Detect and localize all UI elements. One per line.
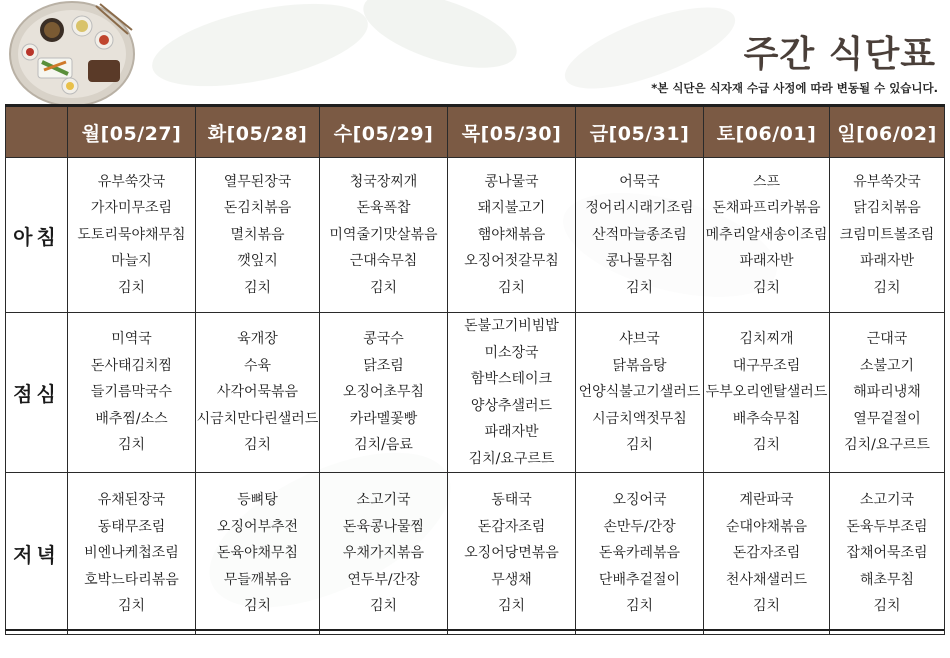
dish-item: 멸치볶음 xyxy=(230,226,285,243)
dish-item: 스프 xyxy=(752,173,781,190)
menu-cell xyxy=(830,313,945,473)
day-header: 수[05/29] xyxy=(320,106,448,158)
dish-item: 언양식불고기샐러드 xyxy=(578,384,701,401)
dish-item: 오징어부추전 xyxy=(216,518,299,535)
day-header: 화[05/28] xyxy=(196,106,320,158)
dish-item: 돈김치볶음 xyxy=(223,200,292,217)
dish-item: 함박스테이크 xyxy=(470,371,553,387)
dish-item: 햄야채볶음 xyxy=(477,226,546,243)
page-title: 주간 식단표 xyxy=(743,34,936,75)
dish-item: 열무된장국 xyxy=(223,173,292,190)
dish-item: 해파리냉채 xyxy=(853,384,921,401)
dish-item: 유부쑥갓국 xyxy=(853,173,921,190)
dish-item: 김치 xyxy=(243,279,272,296)
dish-item: 콩국수 xyxy=(363,331,404,348)
meal-label: 아침 xyxy=(6,158,68,313)
dish-item: 닭조림 xyxy=(363,357,404,374)
dish-item: 가자미무조림 xyxy=(90,200,173,217)
weekly-menu-table xyxy=(5,104,945,635)
day-header: 목[05/30] xyxy=(448,106,576,158)
dish-item: 양상추샐러드 xyxy=(470,397,553,414)
dish-item: 연두부/간장 xyxy=(347,571,420,588)
menu-cell xyxy=(68,473,196,635)
dish-item: 닭김치볶음 xyxy=(853,200,921,217)
meal-row-dinner xyxy=(6,473,945,635)
corner-cell xyxy=(6,106,68,158)
table-bottom-rule xyxy=(5,629,944,631)
dish-item: 소불고기 xyxy=(859,357,915,374)
dish-item: 시금치만다린샐러드 xyxy=(196,410,319,427)
dish-item: 김치 xyxy=(625,279,654,296)
dish-item: 카라멜꽃빵 xyxy=(349,410,418,427)
dish-item: 어묵국 xyxy=(619,173,660,190)
dish-item: 돈육폭찹 xyxy=(356,200,411,217)
menu-cell xyxy=(68,158,196,313)
menu-cell xyxy=(448,158,576,313)
dish-item: 동태무조림 xyxy=(97,518,166,535)
dish-item: 잡채어묵조림 xyxy=(846,545,928,562)
background-leaf xyxy=(355,0,526,83)
dish-item: 김치 xyxy=(117,437,146,454)
dish-item: 김치/요구르트 xyxy=(468,450,555,467)
dish-item: 김치 xyxy=(625,437,654,454)
menu-cell xyxy=(196,313,320,473)
dish-item: 대구무조림 xyxy=(732,357,801,374)
menu-cell xyxy=(320,313,448,473)
dish-item: 샤브국 xyxy=(619,331,660,348)
header-row xyxy=(6,106,945,158)
dish-item: 메추리알새송이조림 xyxy=(705,226,828,243)
menu-cell xyxy=(320,158,448,313)
dish-item: 오징어당면볶음 xyxy=(464,545,559,562)
menu-cell xyxy=(830,473,945,635)
dish-item: 육개장 xyxy=(237,331,278,348)
dish-item: 비엔나케첩조림 xyxy=(84,545,179,562)
menu-cell xyxy=(68,313,196,473)
dish-item: 소고기국 xyxy=(859,492,915,509)
menu-cell xyxy=(448,313,576,473)
dish-item: 사각어묵볶음 xyxy=(216,384,299,401)
menu-cell xyxy=(196,473,320,635)
dish-item: 정어리시래기조림 xyxy=(585,200,694,217)
dish-item: 오징어초무침 xyxy=(342,384,425,401)
dish-item: 무들깨볶음 xyxy=(223,571,292,588)
menu-cell xyxy=(704,313,830,473)
menu-cell xyxy=(704,158,830,313)
dish-item: 호박느타리볶음 xyxy=(84,571,179,588)
dish-item: 돈감자조림 xyxy=(732,545,801,562)
dish-item: 오징어국 xyxy=(612,492,667,509)
dish-item: 근대국 xyxy=(866,331,908,348)
dish-item: 김치 xyxy=(752,437,781,454)
menu-cell xyxy=(704,473,830,635)
dish-item: 김치 xyxy=(369,598,398,615)
dish-item: 들기름막국수 xyxy=(90,384,173,401)
dish-item: 돈채파프리카볶음 xyxy=(712,200,821,217)
menu-cell xyxy=(576,158,704,313)
dish-item: 크림미트볼조림 xyxy=(839,226,935,243)
meal-row-lunch xyxy=(6,313,945,473)
dish-item: 돈육콩나물찜 xyxy=(342,518,425,535)
dish-item: 등뼈탕 xyxy=(237,492,278,509)
dish-item: 오징어젓갈무침 xyxy=(464,253,559,270)
dish-item: 배추숙무침 xyxy=(732,410,801,427)
dish-item: 파래자반 xyxy=(484,424,539,440)
dish-item: 동태국 xyxy=(491,492,532,509)
day-header: 금[05/31] xyxy=(576,106,704,158)
dish-item: 청국장찌개 xyxy=(349,173,418,190)
dish-item: 돼지불고기 xyxy=(477,200,546,217)
dish-item: 김치 xyxy=(243,598,272,615)
menu-cell xyxy=(830,158,945,313)
menu-cell xyxy=(576,313,704,473)
dish-item: 김치/음료 xyxy=(354,437,413,454)
dish-item: 콩나물국 xyxy=(484,173,539,190)
menu-body xyxy=(6,158,945,635)
dish-item: 돈육두부조림 xyxy=(846,518,928,535)
dish-item: 미소장국 xyxy=(484,344,539,361)
dish-item: 근대숙무침 xyxy=(349,253,418,270)
meal-label: 점심 xyxy=(6,313,68,473)
dish-item: 김치 xyxy=(243,437,272,454)
dish-item: 미역국 xyxy=(111,331,152,348)
dish-item: 유채된장국 xyxy=(97,492,166,509)
dish-item: 계란파국 xyxy=(739,492,794,509)
dish-item: 도토리묵야채무침 xyxy=(77,226,186,243)
menu-cell xyxy=(196,158,320,313)
dish-item: 김치/요구르트 xyxy=(844,437,930,454)
dish-item: 김치 xyxy=(873,598,901,615)
dish-item: 닭볶음탕 xyxy=(612,357,667,374)
dish-item: 김치 xyxy=(117,279,146,296)
dish-item: 순대야채볶음 xyxy=(725,518,808,535)
dish-item: 산적마늘종조림 xyxy=(592,226,687,243)
dish-item: 김치 xyxy=(752,598,781,615)
menu-cell xyxy=(320,473,448,635)
dish-item: 미역줄기맛살볶음 xyxy=(329,226,438,243)
dish-item: 콩나물무침 xyxy=(605,253,674,270)
dish-item: 돈사태김치찜 xyxy=(90,357,173,374)
food-plate-image xyxy=(8,0,136,108)
background-leaf xyxy=(145,0,375,102)
dish-item: 돈감자조림 xyxy=(477,518,546,535)
dish-item: 천사채샐러드 xyxy=(725,571,808,588)
dish-item: 유부쑥갓국 xyxy=(97,173,166,190)
dish-item: 김치 xyxy=(752,279,781,296)
day-header: 일[06/02] xyxy=(830,106,945,158)
dish-item: 김치 xyxy=(873,279,901,296)
dish-item: 김치찌개 xyxy=(739,331,794,348)
meal-row-breakfast xyxy=(6,158,945,313)
day-header: 월[05/27] xyxy=(68,106,196,158)
dish-item: 무생채 xyxy=(491,571,532,588)
dish-item: 돈불고기비빔밥 xyxy=(464,318,559,334)
day-header: 토[06/01] xyxy=(704,106,830,158)
notice-text: *본 식단은 식자재 수급 사정에 따라 변동될 수 있습니다. xyxy=(651,81,938,95)
dish-item: 우채가지볶음 xyxy=(342,545,425,562)
meal-label: 저녁 xyxy=(6,473,68,635)
menu-cell xyxy=(448,473,576,635)
dish-item: 김치 xyxy=(497,279,526,296)
dish-item: 마늘지 xyxy=(111,253,152,270)
dish-item: 김치 xyxy=(497,598,526,615)
dish-item: 단배추겉절이 xyxy=(598,571,681,588)
dish-item: 파래자반 xyxy=(739,253,794,270)
dish-item: 파래자반 xyxy=(859,253,915,270)
dish-item: 해초무침 xyxy=(859,571,915,588)
menu-cell xyxy=(576,473,704,635)
dish-item: 두부오리엔탈샐러드 xyxy=(705,384,828,401)
dish-item: 돈육야채무침 xyxy=(216,545,299,562)
dish-item: 김치 xyxy=(117,598,146,615)
dish-item: 김치 xyxy=(625,598,654,615)
dish-item: 깻잎지 xyxy=(237,253,278,270)
dish-item: 시금치액젓무침 xyxy=(592,410,687,427)
dish-item: 배추찜/소스 xyxy=(95,410,168,427)
dish-item: 돈육카레볶음 xyxy=(598,545,681,562)
dish-item: 소고기국 xyxy=(356,492,411,509)
dish-item: 손만두/간장 xyxy=(603,518,676,535)
dish-item: 열무겉절이 xyxy=(853,410,921,427)
dish-item: 수육 xyxy=(243,357,272,374)
dish-item: 김치 xyxy=(369,279,398,296)
